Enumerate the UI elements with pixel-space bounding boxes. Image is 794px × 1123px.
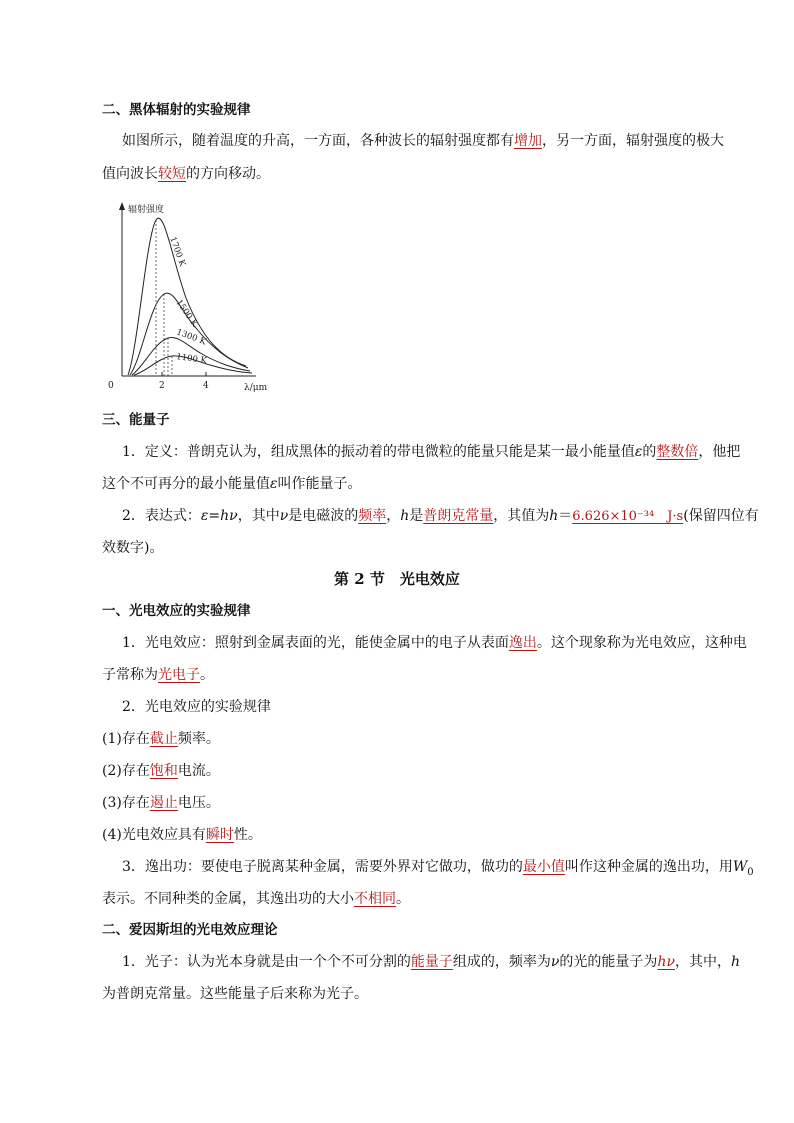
curve-label-1300k: 1300 K bbox=[174, 327, 208, 348]
text: 1．光电效应：照射到金属表面的光，能使金属中的电子从表面 bbox=[122, 635, 509, 651]
answer-blank: 能量子 bbox=[410, 954, 453, 970]
text: 组成的，频率为 bbox=[452, 954, 551, 970]
text: 。 bbox=[200, 667, 214, 683]
x-tick-label: 2 bbox=[159, 381, 165, 391]
symbol: h bbox=[549, 508, 559, 524]
symbol: h bbox=[730, 954, 740, 970]
text: ，其中 bbox=[237, 508, 280, 524]
symbol: ν bbox=[279, 508, 289, 524]
x-tick-label: 4 bbox=[203, 381, 209, 391]
blackbody-chart bbox=[106, 198, 284, 394]
paragraph-line bbox=[122, 506, 759, 527]
text: 的 bbox=[642, 444, 657, 460]
text: (1)存在 bbox=[102, 731, 150, 747]
answer-blank: 截止 bbox=[149, 731, 178, 747]
text: 电流。 bbox=[177, 763, 220, 779]
text: (4)光电效应具有 bbox=[102, 827, 206, 843]
section-heading-pe-laws: 一、光电效应的实验规律 bbox=[102, 603, 251, 619]
answer-blank: 遏止 bbox=[149, 795, 178, 811]
answer-blank: 逸出 bbox=[508, 635, 537, 651]
text: 是 bbox=[409, 508, 424, 524]
answer-blank: 光电子 bbox=[158, 667, 200, 683]
section-heading-energy-quantum: 三、能量子 bbox=[102, 412, 170, 428]
text: 叫作能量子。 bbox=[277, 476, 362, 492]
x-axis-label: λ/μm bbox=[244, 383, 268, 393]
symbol: ν bbox=[550, 954, 560, 970]
answer-blank: 瞬时 bbox=[205, 827, 234, 843]
text: 这个不可再分的最小能量值 bbox=[102, 476, 270, 492]
text: 的光的能量子为 bbox=[559, 954, 658, 970]
answer-blank: hν bbox=[657, 954, 675, 970]
list-item bbox=[102, 825, 262, 845]
list-item bbox=[102, 761, 220, 781]
text: 如图所示，随着温度的升高，一方面，各种波长的辐射强度都有 bbox=[122, 133, 514, 149]
text: 频率。 bbox=[177, 731, 220, 747]
answer-blank: 增加 bbox=[514, 133, 542, 149]
formula: ε=hν bbox=[200, 508, 238, 524]
y-axis-arrow-icon bbox=[119, 202, 125, 210]
paragraph-line bbox=[122, 952, 740, 972]
paragraph-line bbox=[102, 665, 214, 685]
text: (2)存在 bbox=[102, 763, 150, 779]
list-item bbox=[102, 729, 220, 749]
symbol: W bbox=[732, 859, 748, 875]
text: 值向波长 bbox=[102, 166, 158, 182]
paragraph-line: 为普朗克常量。这些能量子后来称为光子。 bbox=[102, 986, 368, 1002]
answer-blank: 整数倍 bbox=[656, 444, 699, 460]
answer-blank: 较短 bbox=[158, 166, 186, 182]
section-heading-blackbody: 二、黑体辐射的实验规律 bbox=[102, 102, 251, 118]
text: 效数字)。 bbox=[102, 540, 164, 556]
text: 2．表达式： bbox=[122, 508, 201, 524]
text: 1．定义：普朗克认为，组成黑体的振动着的带电微粒的能量只能是某一最小能量值 bbox=[122, 444, 635, 460]
text: 表示。不同种类的金属，其逸出功的大小 bbox=[102, 891, 354, 907]
paragraph-line bbox=[122, 131, 724, 151]
text: 3．逸出功：要使电子脱离某种金属，需要外界对它做功，做功的 bbox=[122, 859, 523, 875]
list-item bbox=[102, 793, 220, 813]
symbol: ε bbox=[270, 476, 278, 492]
text: 电压。 bbox=[177, 795, 220, 811]
blackbody-radiation-figure bbox=[106, 198, 284, 394]
symbol: h bbox=[400, 508, 410, 524]
text: 。 bbox=[396, 891, 410, 907]
y-axis-label: 辐射强度 bbox=[128, 205, 165, 215]
text: ， bbox=[386, 508, 401, 524]
text: ，另一方面，辐射强度的极大 bbox=[542, 133, 724, 149]
paragraph-line bbox=[102, 889, 410, 909]
text: 子常称为 bbox=[102, 667, 158, 683]
symbol: ε bbox=[634, 444, 643, 460]
curve-1700k bbox=[128, 218, 246, 375]
text: ＝ bbox=[558, 508, 573, 524]
text: 是电磁波的 bbox=[288, 508, 359, 524]
paragraph-line bbox=[122, 633, 747, 653]
curve-label-1100k: 1100 K bbox=[175, 352, 208, 367]
paragraph-line bbox=[122, 442, 740, 462]
paragraph-line bbox=[102, 164, 270, 184]
text: ，其中， bbox=[674, 954, 731, 970]
origin-label: 0 bbox=[108, 381, 114, 391]
answer-blank: 普朗克常量 bbox=[423, 508, 494, 524]
text: 的方向移动。 bbox=[186, 166, 270, 182]
paragraph-line bbox=[102, 538, 163, 558]
text: (3)存在 bbox=[102, 795, 150, 811]
answer-blank: 6.626×10⁻³⁴ J·s bbox=[572, 509, 684, 524]
answer-blank: 饱和 bbox=[149, 763, 178, 779]
answer-blank: 不相同 bbox=[354, 891, 396, 907]
curve-label-1700k: 1700 K bbox=[167, 235, 188, 268]
answer-blank: 频率 bbox=[358, 508, 387, 524]
text: ，他把 bbox=[698, 444, 741, 460]
curve-label-1500k: 1500 K bbox=[173, 297, 200, 329]
paragraph-line: 2．光电效应的实验规律 bbox=[122, 699, 271, 715]
text: (保留四位有 bbox=[683, 508, 759, 524]
text: 1．光子：认为光本身就是由一个个不可分割的 bbox=[122, 954, 411, 970]
answer-blank: 最小值 bbox=[522, 859, 565, 875]
text: ，其值为 bbox=[493, 508, 550, 524]
subscript: 0 bbox=[747, 866, 754, 878]
text: 叫作这种金属的逸出功，用 bbox=[564, 859, 733, 875]
text: 性。 bbox=[233, 827, 262, 843]
section-heading-einstein: 二、爱因斯坦的光电效应理论 bbox=[102, 922, 278, 938]
paragraph-line bbox=[122, 857, 754, 883]
paragraph-line bbox=[102, 474, 362, 494]
text: 。这个现象称为光电效应，这种电 bbox=[536, 635, 747, 651]
section-title: 第 2 节 光电效应 bbox=[334, 570, 460, 588]
